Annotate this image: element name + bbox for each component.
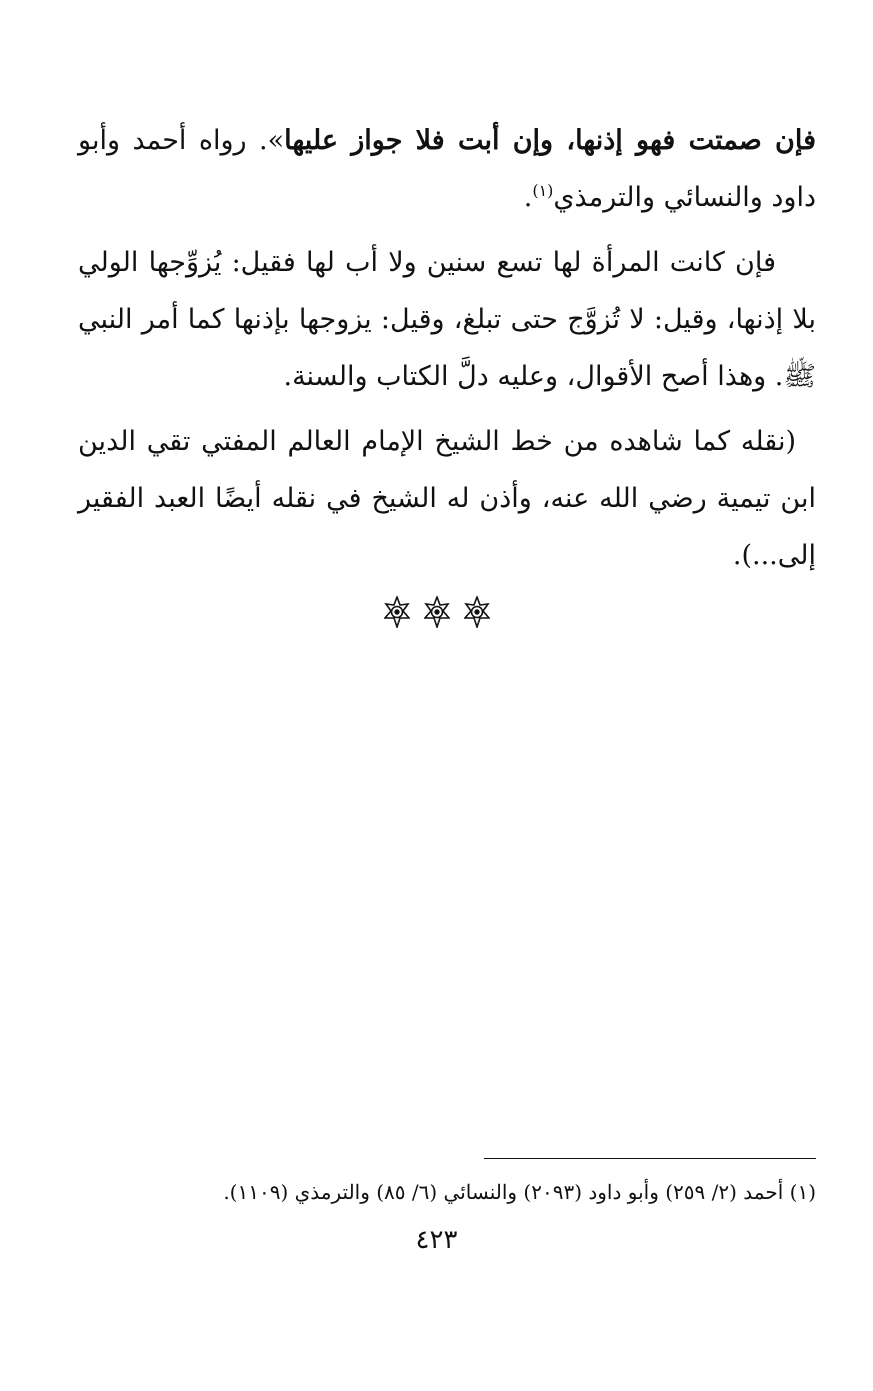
closing-quote-mark: » xyxy=(267,125,285,156)
paragraph-transmission-note: (نقله كما شاهده من خط الشيخ الإمام العالم المفتي تقي الدين ابن تيمية رضي الله عنه، وأذن له الشيخ في نقله أيضًا العبد الفقير إلى...). xyxy=(78,426,816,571)
flower-ornament-icon xyxy=(464,596,490,628)
sentence-end: . xyxy=(523,182,533,213)
footnote-reference: (١) xyxy=(532,181,554,200)
flower-ornament-icon xyxy=(384,596,410,628)
hadith-quote-text: فإن صمتت فهو إذنها، وإن أبت فلا جواز عليها xyxy=(284,125,816,156)
footnote-text: (١) أحمد (٢/ ٢٥٩) وأبو داود (٢٠٩٣) والنسائي (٦/ ٨٥) والترمذي (١١٠٩). xyxy=(223,1180,816,1204)
flower-ornament-icon xyxy=(424,596,450,628)
page-number: ٤٢٣ xyxy=(415,1225,458,1255)
paragraph-ruling: فإن كانت المرأة لها تسع سنين ولا أب لها فقيل: يُزوِّجها الولي بلا إذنها، وقيل: لا تُزوَّج حتى تبلغ، وقيل: يزوجها بإذنها كما أمر النبي ﷺ. وهذا أصح الأقوال، وعليه دلَّ الكتاب والسنة. xyxy=(78,247,816,392)
footnote-separator xyxy=(484,1158,816,1159)
section-divider-ornaments xyxy=(0,596,873,628)
paragraph-hadith-end xyxy=(78,112,816,226)
hadith-attribution: . رواه أحمد وأبو داود والنسائي والترمذي xyxy=(78,125,816,213)
